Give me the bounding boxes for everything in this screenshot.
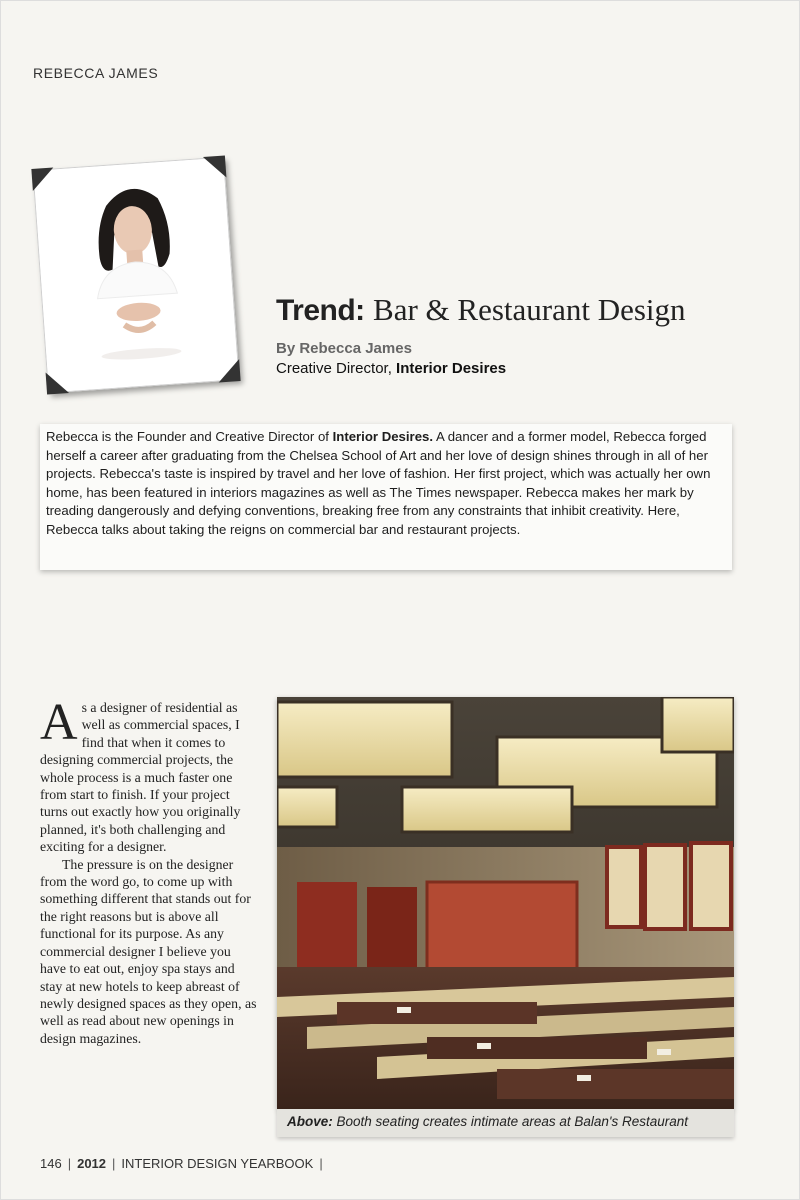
footer-publication: INTERIOR DESIGN YEARBOOK [121,1156,314,1171]
photo-corner-mount [203,156,226,179]
article-title-topic: Bar & Restaurant Design [373,292,686,327]
page-footer [40,1156,329,1171]
intro-body: A dancer and a former model, Rebecca forged herself a career after graduating from the Chelsea School of Art and her love of design shines through in all of her projects. Rebecca's taste is inspired by travel and her love of fashion. Her first project, which was actually her own home, has been featured in interiors magazines as well as The Times newspaper. Rebecca makes her mark by treading dangerously and defying conventions, breaking free from any constraints that inhibit creativity. Here, Rebecca talks about taking the reigns on commercial bar and restaurant projects. [46,429,711,537]
body-paragraph-2: The pressure is on the designer from the word go, to come up with something different that stands out for the right reasons but is above all functional for its purpose. As any commercial designer I believe you have to eat out, enjoy spa stays and stay at new hotels to keep abreast of newly designed spaces as they open, as well as read about new openings in design magazines. [40,856,257,1046]
caption-label: Above: [287,1114,333,1129]
body-paragraph-1-text: s a designer of residential as well as commercial spaces, I find that when it comes to designing commercial projects, the whole process is a much faster one from start to finish. If your project turns out exactly how you originally planned, it's both challenging and exciting for a designer. [40,700,241,855]
footer-separator: | [112,1156,116,1171]
author-company: Interior Desires [396,360,507,377]
photo-corner-mount [31,168,54,191]
running-header-author: REBECCA JAMES [33,65,159,81]
restaurant-photo [277,697,734,1109]
author-role-title: Creative Director, [276,360,397,377]
author-portrait-photo [32,157,239,394]
intro-paragraph [46,428,730,540]
caption-text: Booth seating creates intimate areas at Balan's Restaurant [332,1114,689,1129]
photo-corner-mount [46,371,69,394]
photo-caption [287,1114,688,1129]
article-title-trend: Trend: [276,294,365,327]
photo-caption-bar [277,1109,734,1137]
article-byline: By Rebecca James [276,340,412,357]
restaurant-illustration [277,697,734,1109]
footer-separator: | [67,1156,72,1171]
footer-separator: | [319,1156,323,1171]
article-body-column [40,694,258,1047]
intro-box [40,424,732,570]
photo-corner-mount [217,359,240,382]
footer-year: 2012 [77,1156,107,1171]
article-title [276,292,686,328]
page-number: 146 [40,1156,62,1171]
portrait-illustration [33,158,238,393]
body-paragraph-1 [40,694,258,856]
drop-cap: A [40,694,78,751]
author-role [276,360,506,377]
intro-company: Interior Desires. [332,429,434,444]
intro-lead: Rebecca is the Founder and Creative Director of [46,429,333,444]
